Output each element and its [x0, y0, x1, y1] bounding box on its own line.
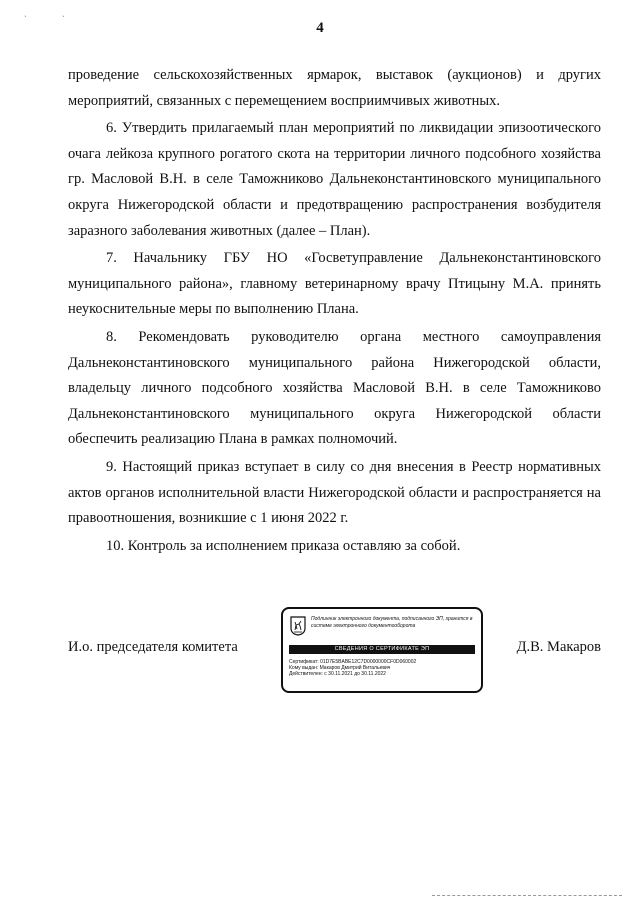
stamp-title-bar: СВЕДЕНИЯ О СЕРТИФИКАТЕ ЭП: [289, 645, 475, 654]
paragraph-6: 6. Утвердить прилагаемый план мероприятий по ликвидации эпизоотического очага лейкоза крупного рогатого скота на территории личного подсобного хозяйства гр. Масловой В.Н. в селе Таможниково Дальнеконстантиновского муниципального округа Нижегородской области и предотвращению распространения возбудителя заразного заболевания животных (далее – План).: [68, 120, 601, 239]
document-body: [68, 63, 601, 561]
scan-mark-right: ˎ: [62, 8, 65, 17]
certificate-owner: Кому выдан: Макаров Дмитрий Витальевич: [289, 665, 391, 672]
certificate-number: Сертификат: 01D7E5BABE12C7D0000000CF0D060002: [289, 659, 417, 665]
signatory-position: И.о. председателя комитета: [68, 639, 238, 655]
stamp-details: [289, 659, 479, 678]
paragraph-8: 8. Рекомендовать руководителю органа местного самоуправления Дальнеконстантиновского муниципального района Нижегородской области, владельцу личного подсобного хозяйства Масловой В.Н. в селе Таможниково Дальнеконстантиновского муниципального округа Нижегородской области обеспечить реализацию Плана в рамках полномочий.: [68, 328, 601, 448]
scan-mark-left: ˏ: [24, 8, 27, 17]
signatory-name: Д.В. Макаров: [516, 639, 601, 655]
paragraph-continuation: проведение сельскохозяйственных ярмарок, выставок (аукционов) и других мероприятий, связанных с перемещением восприимчивых животных.: [68, 67, 601, 109]
stamp-header: Подлинник электронного документа, подписанного ЭП, хранится в системе электронного документооборота: [311, 616, 473, 629]
certificate-validity: Действителен: с 30.11.2021 до 30.11.2022: [289, 671, 386, 678]
scan-edge-line: [432, 895, 622, 897]
paragraph-9: 9. Настоящий приказ вступает в силу со дня внесения в Реестр нормативных актов органов исполнительной власти Нижегородской области и распространяется на правоотношения, возникшие с 1 июня 2022 г.: [68, 458, 601, 527]
electronic-signature-stamp: [281, 607, 483, 693]
paragraph-7: 7. Начальнику ГБУ НО «Госветуправление Дальнеконстантиновского муниципального района», главному ветеринарному врачу Птицыну М.А. принять неукоснительные меры по выполнению Плана.: [68, 250, 601, 318]
paragraph-10: 10. Контроль за исполнением приказа оставляю за собой.: [106, 537, 461, 554]
deer-emblem-icon: [290, 616, 306, 636]
page-number: 4: [316, 20, 324, 36]
